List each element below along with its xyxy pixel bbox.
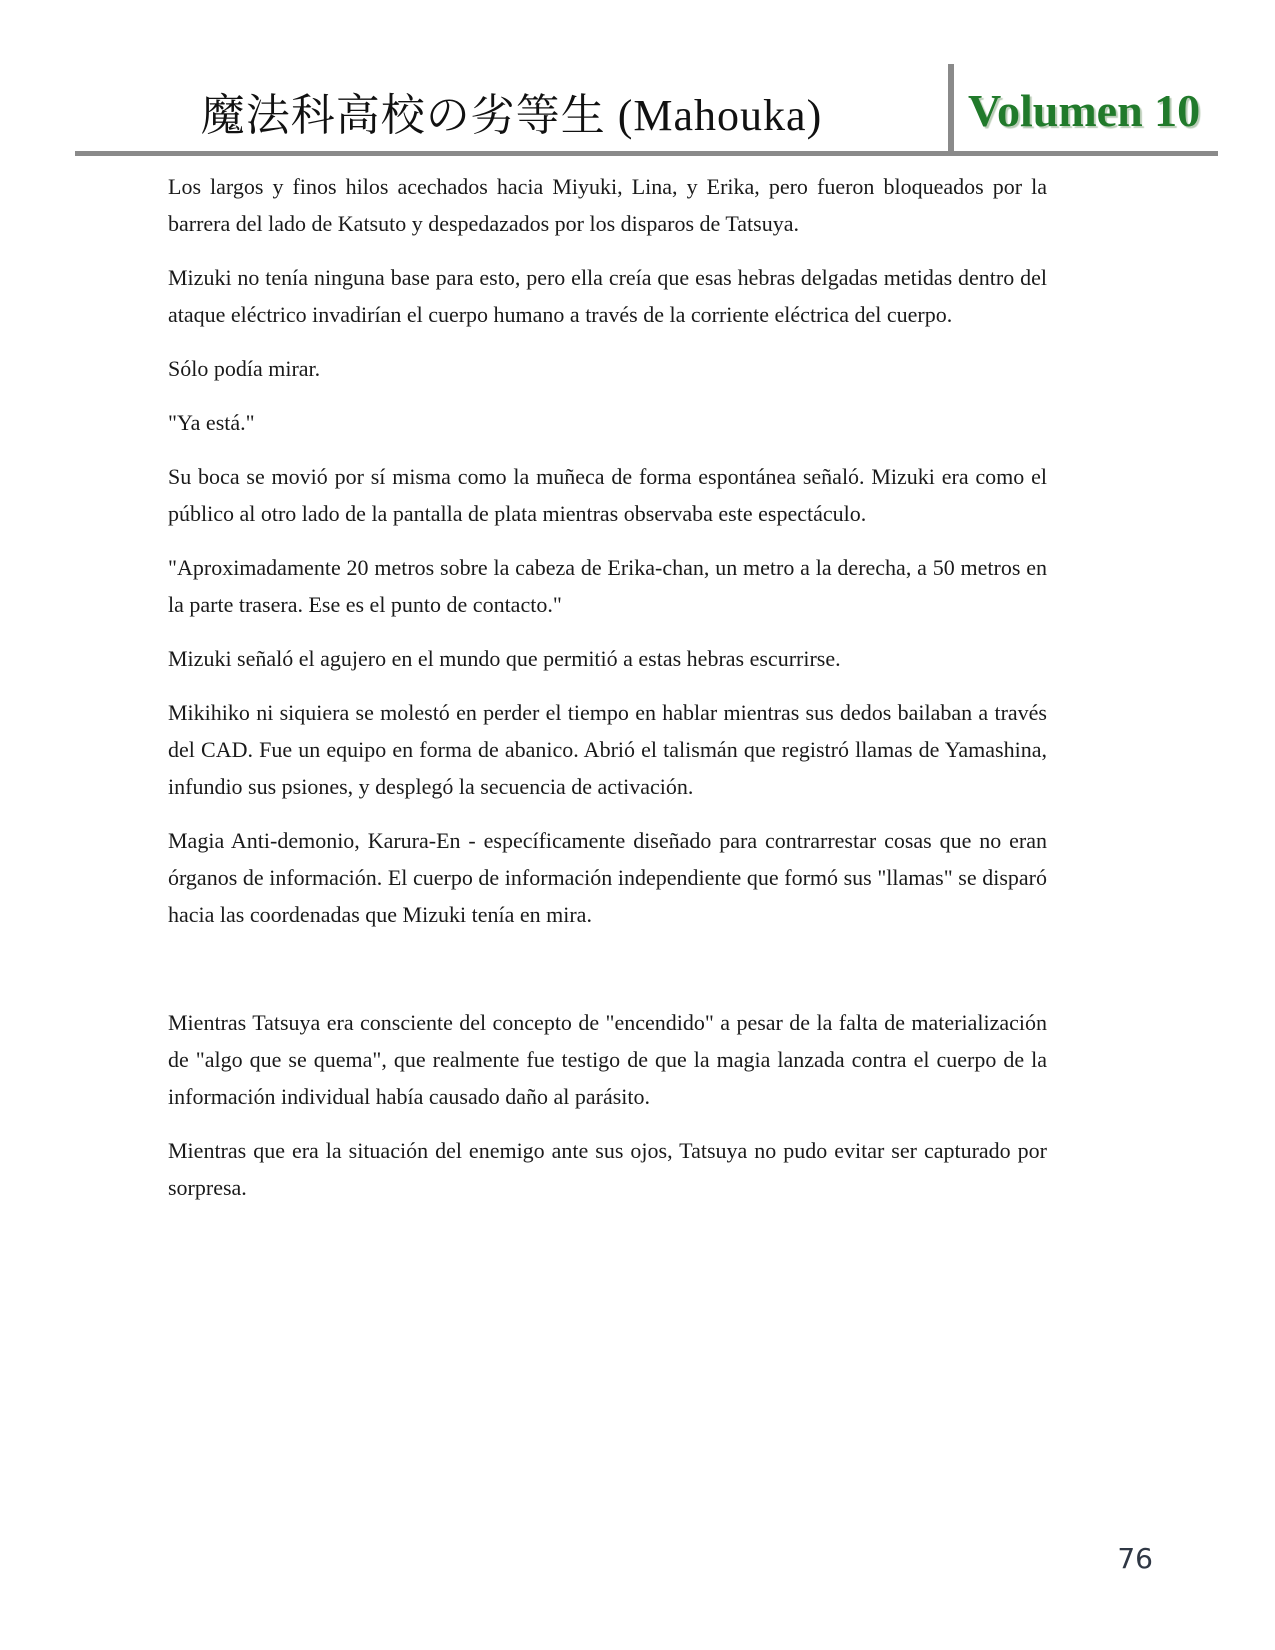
paragraph: Los largos y finos hilos acechados hacia Miyuki, Lina, y Erika, pero fueron bloqueados por la barrera del lado de Katsuto y despedazados por los disparos de Tatsuya.	[168, 174, 1047, 236]
paragraph-spacer	[168, 950, 1047, 987]
paragraph: Su boca se movió por sí misma como la muñeca de forma espontánea señaló. Mizuki era como el público al otro lado de la pantalla de plata mientras observaba este espectáculo.	[168, 464, 1047, 526]
paragraph: Sólo podía mirar.	[168, 356, 321, 381]
body-paragraphs	[168, 168, 1047, 1206]
header-volume-area	[948, 64, 1218, 151]
page-number: 76	[1117, 1542, 1153, 1575]
paragraph: "Aproximadamente 20 metros sobre la cabeza de Erika-chan, un metro a la derecha, a 50 metros en la parte trasera. Ese es el punto de contacto."	[168, 555, 1047, 617]
paragraph: Magia Anti-demonio, Karura-En - específicamente diseñado para contrarrestar cosas que no eran órganos de información. El cuerpo de información independiente que formó sus "llamas" se disparó hacia las coordenadas que Mizuki tenía en mira.	[168, 828, 1047, 927]
volume-label: Volumen 10	[968, 85, 1201, 136]
page-header	[75, 64, 1218, 156]
paragraph: Mizuki señaló el agujero en el mundo que permitió a estas hebras escurrirse.	[168, 646, 841, 671]
paragraph: Mientras Tatsuya era consciente del concepto de "encendido" a pesar de la falta de materialización de "algo que se quema", que realmente fue testigo de que la magia lanzada contra el cuerpo de la información individual había causado daño al parásito.	[168, 1010, 1047, 1109]
header-title-area	[75, 64, 948, 151]
paragraph: Mientras que era la situación del enemigo ante sus ojos, Tatsuya no pudo evitar ser capturado por sorpresa.	[168, 1138, 1047, 1200]
paragraph: Mizuki no tenía ninguna base para esto, pero ella creía que esas hebras delgadas metidas dentro del ataque eléctrico invadirían el cuerpo humano a través de la corriente eléctrica del cuerpo.	[168, 265, 1047, 327]
paragraph: "Ya está."	[168, 410, 255, 435]
series-title: 魔法科高校の劣等生 (Mahouka)	[200, 91, 823, 140]
paragraph: Mikihiko ni siquiera se molestó en perder el tiempo en hablar mientras sus dedos bailaban a través del CAD. Fue un equipo en forma de abanico. Abrió el talismán que registró llamas de Yamashina, infundio sus psiones, y desplegó la secuencia de activación.	[168, 700, 1047, 799]
